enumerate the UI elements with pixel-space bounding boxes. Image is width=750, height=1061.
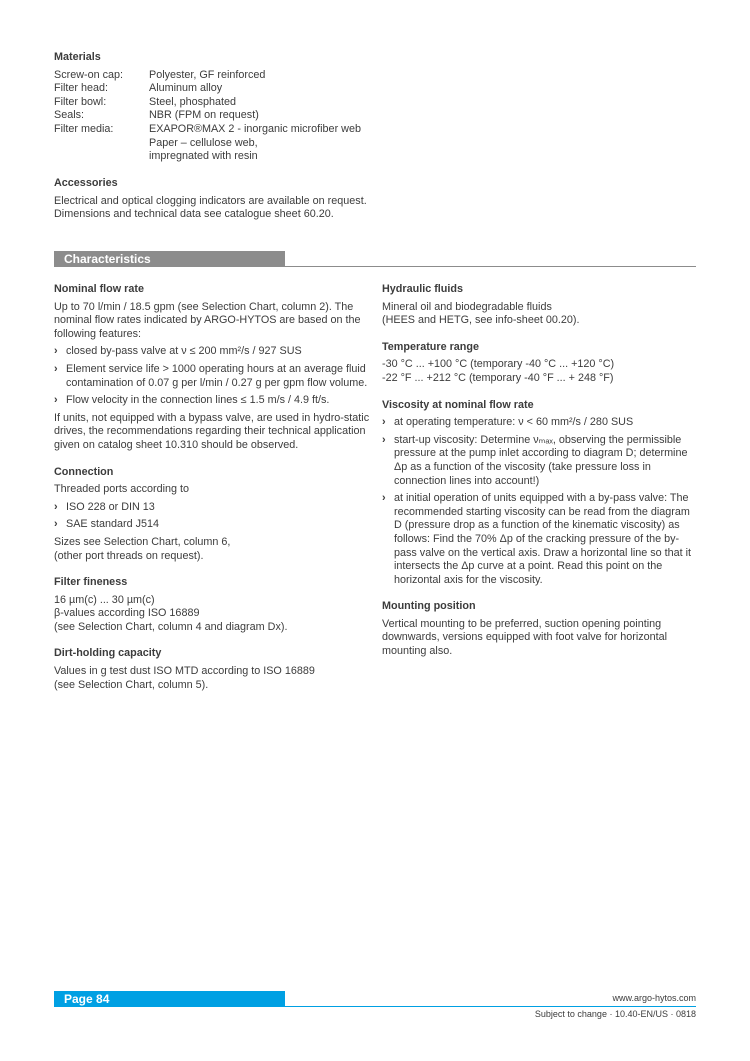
materials-table <box>54 69 384 164</box>
temperature-text: -22 °F ... +212 °C (temporary -40 °F ... + 248 °F) <box>382 371 614 384</box>
list-item-text: Flow velocity in the connection lines ≤ 1.5 m/s / 4.9 ft/s. <box>66 394 330 407</box>
material-value: Paper – cellulose web, <box>149 136 258 149</box>
chevron-bullet-icon: › <box>54 345 58 358</box>
chevron-bullet-icon: › <box>54 518 58 531</box>
nominal-flow-heading: Nominal flow rate <box>54 283 144 295</box>
list-item-text: at initial operation of units equipped with a by-pass valve: The recommended starting viscosity can be read from the diagram D (pressure drop as a function of the kinematic viscosity) as follows: Find the 70% Δp of the cracking pressure of the by-pass valve on the vertical axis. Draw a horizontal line so that it intersects the Δp curve at a point. Read this point on the horizontal axis for the viscosity. <box>394 492 692 586</box>
list-item-text: at operating temperature: ν < 60 mm²/s / 280 SUS <box>394 416 634 429</box>
list-item <box>382 492 700 587</box>
dirt-holding-text: Values in g test dust ISO MTD according to ISO 16889 <box>54 665 315 678</box>
right-column <box>382 283 700 672</box>
material-label: Filter head: <box>54 82 109 95</box>
temperature-text: -30 °C ... +100 °C (temporary -40 °C ... +120 °C) <box>382 358 615 371</box>
temperature-section <box>382 341 700 386</box>
accessories-text: Electrical and optical clogging indicators are available on request. <box>54 194 367 207</box>
hydraulic-fluids-heading: Hydraulic fluids <box>382 283 463 295</box>
connection-intro: Threaded ports according to <box>54 483 190 496</box>
material-value: EXAPOR®MAX 2 - inorganic microfiber web <box>149 122 361 135</box>
list-item-text: start-up viscosity: Determine νₘₐₓ, observing the permissible pressure at the pump inlet according to diagram D; determine Δp as a function of the viscosity (take pressure loss in connection lines into account!) <box>394 433 688 487</box>
materials-heading: Materials <box>54 51 101 63</box>
website-link[interactable]: www.argo-hytos.com <box>612 993 696 1003</box>
connection-section <box>54 466 372 564</box>
mounting-heading: Mounting position <box>382 600 476 613</box>
accessories-section <box>54 177 394 222</box>
footer-subject: Subject to change · 10.40-EN/US · 0818 <box>534 1009 696 1019</box>
material-label <box>54 137 149 151</box>
page-number: Page 84 <box>54 991 285 1007</box>
accessories-heading: Accessories <box>54 177 118 189</box>
list-item <box>54 363 372 390</box>
chevron-bullet-icon: › <box>382 433 386 446</box>
filter-fineness-text: (see Selection Chart, column 4 and diagram Dx). <box>54 620 288 633</box>
chevron-bullet-icon: › <box>382 416 386 429</box>
chevron-bullet-icon: › <box>54 362 58 375</box>
material-label: Screw-on cap: <box>54 68 124 81</box>
chevron-bullet-icon: › <box>54 394 58 407</box>
material-value: NBR (FPM on request) <box>149 109 259 122</box>
list-item-text: SAE standard J514 <box>66 518 160 531</box>
connection-heading: Connection <box>54 465 114 478</box>
connection-note: Sizes see Selection Chart, column 6, (other port threads on request). <box>54 535 231 562</box>
list-item-text: ISO 228 or DIN 13 <box>66 500 155 513</box>
dirt-holding-text: (see Selection Chart, column 5). <box>54 678 209 691</box>
material-label: Filter bowl: <box>54 95 107 108</box>
material-label: Filter media: <box>54 122 114 135</box>
viscosity-heading: Viscosity at nominal flow rate <box>382 398 534 411</box>
hydraulic-fluids-section <box>382 283 700 328</box>
chevron-bullet-icon: › <box>54 500 58 513</box>
filter-fineness-text: β-values according ISO 16889 <box>54 607 200 620</box>
nominal-flow-intro: Up to 70 l/min / 18.5 gpm (see Selection Chart, column 2). The nominal flow rates indicated by ARGO-HYTOS are based on the following features: <box>54 300 361 340</box>
hydraulic-fluids-text: (HEES and HETG, see info-sheet 00.20). <box>382 314 580 327</box>
list-item <box>54 501 372 515</box>
dirt-holding-heading: Dirt-holding capacity <box>54 647 162 660</box>
dirt-holding-section <box>54 647 372 692</box>
material-value: Polyester, GF reinforced <box>149 68 266 81</box>
hydraulic-fluids-text: Mineral oil and biodegradable fluids <box>382 300 552 313</box>
material-label: Seals: <box>54 109 85 122</box>
filter-fineness-section <box>54 576 372 634</box>
left-column <box>54 283 372 705</box>
temperature-heading: Temperature range <box>382 340 480 353</box>
section-divider <box>285 266 696 267</box>
material-label <box>54 150 149 164</box>
filter-fineness-heading: Filter fineness <box>54 576 128 589</box>
materials-section <box>54 51 384 164</box>
list-item-text: closed by-pass valve at ν ≤ 200 mm²/s / 927 SUS <box>66 345 302 358</box>
filter-fineness-text: 16 µm(c) ... 30 µm(c) <box>54 593 155 606</box>
viscosity-section <box>382 399 700 588</box>
footer-divider <box>285 1006 696 1007</box>
mounting-section <box>382 600 700 658</box>
nominal-flow-note: If units, not equipped with a bypass valve, are used in hydro-static drives, the recommendations regarding their technical application given on catalog sheet 10.310 should be observed. <box>54 411 370 451</box>
chevron-bullet-icon: › <box>382 492 386 505</box>
list-item <box>382 434 700 488</box>
list-item <box>54 518 372 532</box>
nominal-flow-section <box>54 283 372 453</box>
material-value: Steel, phosphated <box>149 95 237 108</box>
material-value: impregnated with resin <box>149 150 258 163</box>
list-item <box>382 416 700 430</box>
accessories-text: Dimensions and technical data see catalogue sheet 60.20. <box>54 208 334 221</box>
list-item <box>54 345 372 359</box>
list-item-text: Element service life > 1000 operating hours at an average fluid contamination of 0.07 g per l/min / 0.27 g per gpm flow volume. <box>66 362 368 389</box>
material-value: Aluminum alloy <box>149 82 223 95</box>
list-item <box>54 394 372 408</box>
characteristics-section-bar: Characteristics <box>54 251 285 267</box>
mounting-text: Vertical mounting to be preferred, suction opening pointing downwards, versions equipped with foot valve for horizontal mounting also. <box>382 617 668 658</box>
